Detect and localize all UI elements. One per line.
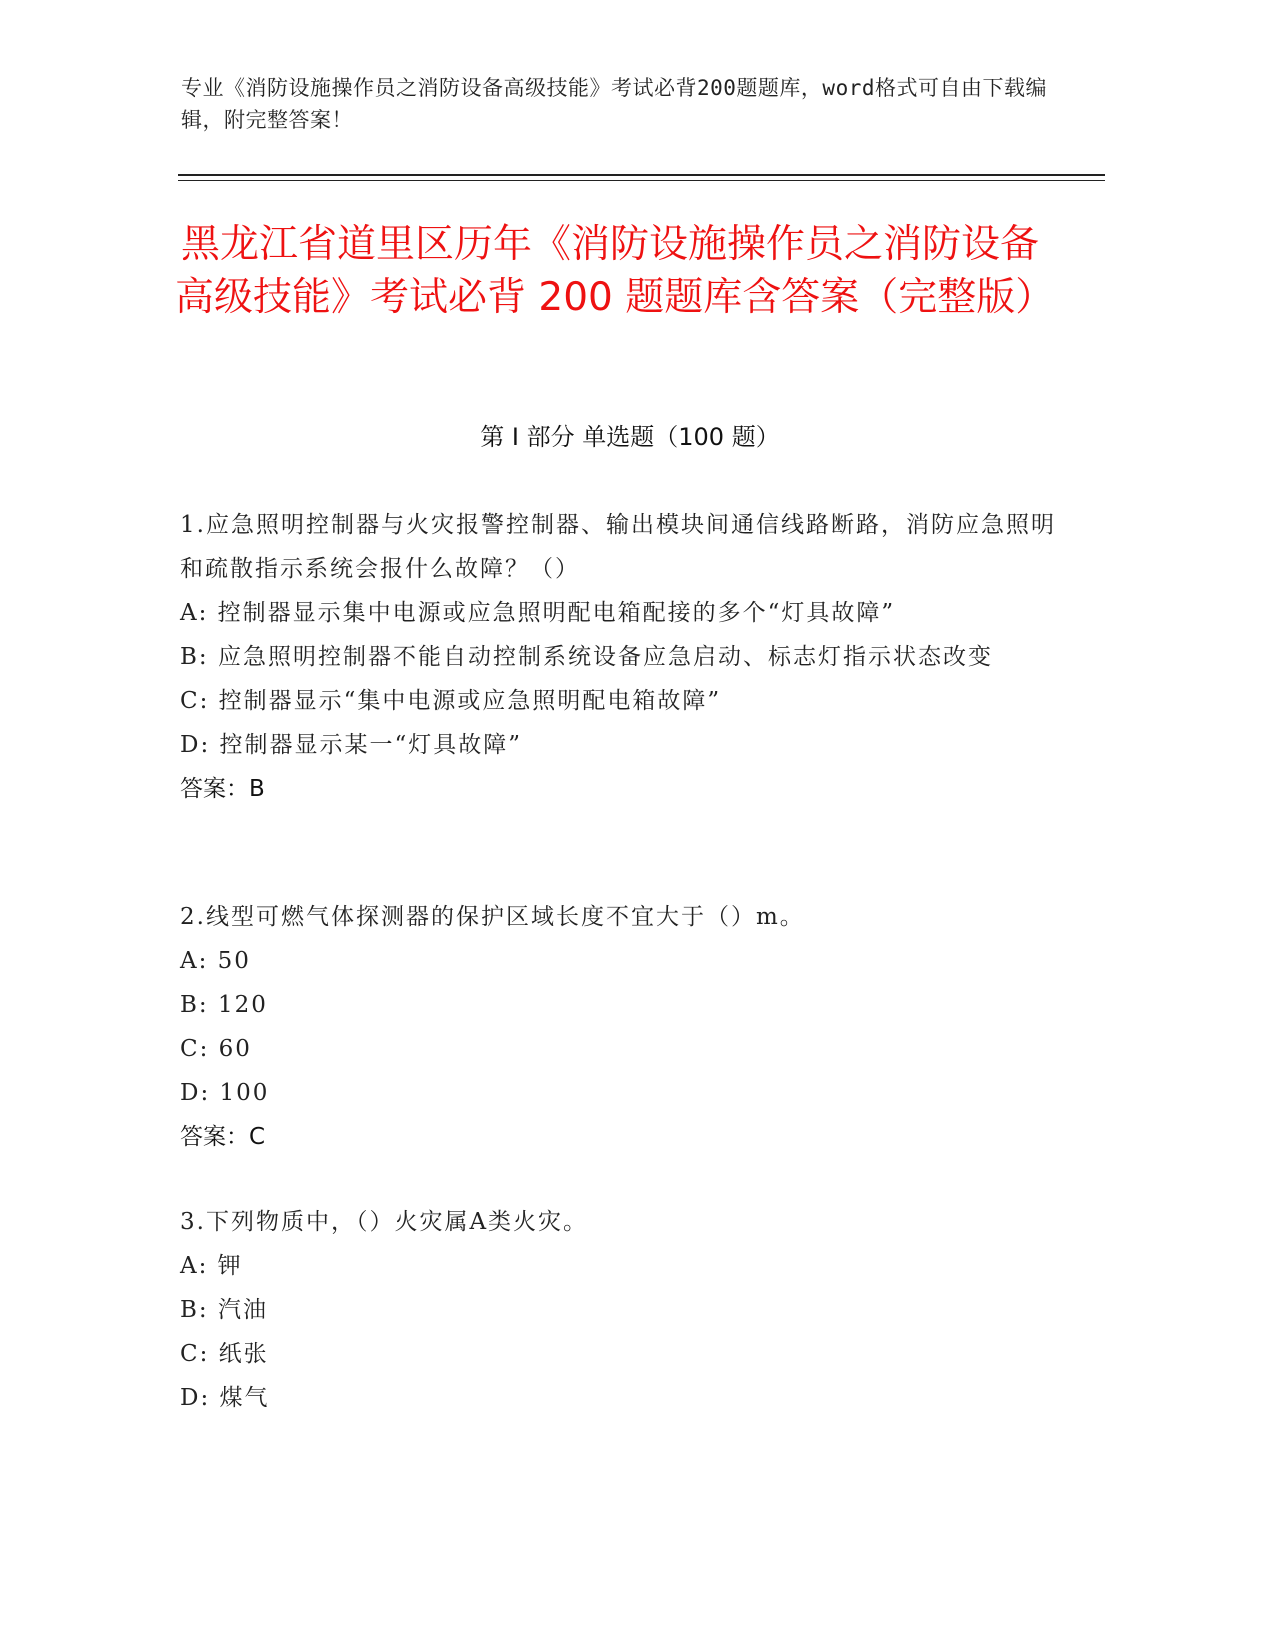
section-heading: 第 I 部分 单选题（100 题） bbox=[480, 423, 780, 451]
header-rule-thin bbox=[178, 180, 1105, 181]
option-c: C: 控制器显示“集中电源或应急照明配电箱故障” bbox=[180, 688, 722, 714]
option-c: C: 60 bbox=[180, 1036, 252, 1062]
option-b: B: 120 bbox=[180, 992, 268, 1018]
question-stem: 3.下列物质中，（）火灾属A类火灾。 bbox=[180, 1209, 589, 1235]
header-rule-thick bbox=[178, 174, 1105, 176]
option-d: D: 100 bbox=[180, 1080, 270, 1106]
question-2 bbox=[180, 895, 1060, 1159]
option-d: D: 煤气 bbox=[180, 1385, 270, 1411]
option-a: A: 50 bbox=[180, 948, 251, 974]
option-b: B: 应急照明控制器不能自动控制系统设备应急启动、标志灯指示状态改变 bbox=[180, 644, 993, 670]
document-title: 黑龙江省道里区历年《消防设施操作员之消防设备高级技能》考试必背 200 题题库含答案（完整版） bbox=[175, 222, 1055, 320]
option-a: A: 钾 bbox=[180, 1253, 243, 1279]
option-b: B: 汽油 bbox=[180, 1297, 268, 1323]
option-d: D: 控制器显示某一“灯具故障” bbox=[180, 732, 523, 758]
header-note: 专业《消防设施操作员之消防设备高级技能》考试必背200题题库，word格式可自由下载编辑，附完整答案！ bbox=[181, 76, 1047, 132]
question-stem: 2.线型可燃气体探测器的保护区域长度不宜大于（）m。 bbox=[180, 904, 805, 930]
question-1 bbox=[180, 503, 1060, 811]
answer: 答案：B bbox=[180, 776, 265, 802]
option-c: C: 纸张 bbox=[180, 1341, 269, 1367]
question-3 bbox=[180, 1200, 1060, 1420]
question-stem: 1.应急照明控制器与火灾报警控制器、输出模块间通信线路断路，消防应急照明和疏散指示系统会报什么故障？（） bbox=[180, 512, 1056, 582]
option-a: A: 控制器显示集中电源或应急照明配电箱配接的多个“灯具故障” bbox=[180, 600, 896, 626]
answer: 答案：C bbox=[180, 1124, 266, 1150]
